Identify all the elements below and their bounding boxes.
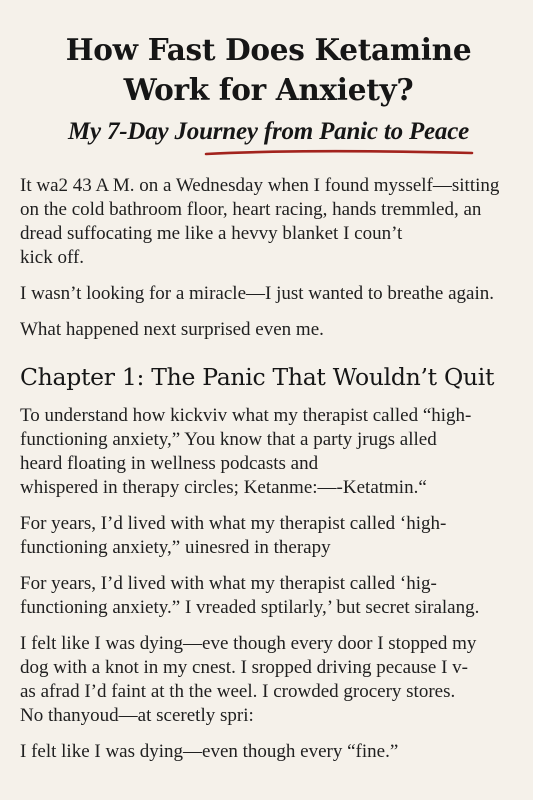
paragraph-line: dog with a knot in my cnest. I sropped driving pecause I v- (20, 657, 468, 678)
paragraph-line: functioning anxiety,” uinesred in therapy (20, 537, 331, 558)
paragraph-line: as afrad I’d faint at th the weel. I crowded grocery stores. (20, 681, 456, 702)
chapter-heading: Chapter 1: The Panic That Wouldn’t Quit (20, 363, 495, 391)
subtitle-underline (204, 149, 474, 157)
title-line: How Fast Does Ketamine (65, 32, 472, 67)
paragraph (20, 512, 507, 560)
paragraph-line: No thanyoud—at sceretly spri: (20, 705, 254, 726)
paragraph (20, 318, 507, 342)
paragraph-line: I felt like I was dying—even though every “fine.” (20, 741, 399, 762)
paragraph-line: I wasn’t looking for a miracle—I just wanted to breathe again. (20, 283, 494, 304)
paragraph (20, 572, 507, 620)
article-body (20, 174, 507, 764)
article-subtitle: My 7-Day Journey from Panic to Peace (67, 118, 470, 145)
subtitle-block (30, 116, 507, 160)
paragraph-line: What happened next surprised even me. (20, 319, 324, 340)
paragraph-line: on the cold bathroom floor, heart racing, hands tremmled, an (20, 199, 482, 220)
paragraph-line: I felt like I was dying—eve though every door I stopped my (20, 633, 477, 654)
paragraph-line: For years, I’d lived with what my therapist called ‘hig- (20, 573, 437, 594)
paragraph (20, 740, 507, 764)
paragraph-line: For years, I’d lived with what my therapist called ‘high- (20, 513, 447, 534)
paragraph (20, 282, 507, 306)
intro-section (20, 174, 507, 342)
paragraph (20, 632, 507, 728)
paragraph-line: kick off. (20, 247, 85, 268)
paragraph-line: functioning anxiety,” You know that a party jrugs alled (20, 429, 437, 450)
paragraph (20, 174, 507, 270)
paragraph-line: heard floating in wellness podcasts and (20, 453, 319, 474)
paragraph-line: To understand how kickviv what my therapist called “high- (20, 405, 472, 426)
paragraph (20, 404, 507, 500)
article-title (30, 30, 507, 110)
paragraph-line: functioning anxiety.” I vreaded sptilarly,’ but secret siralang. (20, 597, 480, 618)
chapter-section (20, 404, 507, 764)
title-line: Work for Anxiety? (123, 72, 414, 107)
paragraph-line: It wa2 43 A M. on a Wednesday when I found mysself—sitting (20, 175, 500, 196)
paragraph-line: dread suffocating me like a hevvy blanket I coun’t (20, 223, 403, 244)
paragraph-line: whispered in therapy circles; Ketanme:—-Ketatmin.“ (20, 477, 427, 498)
